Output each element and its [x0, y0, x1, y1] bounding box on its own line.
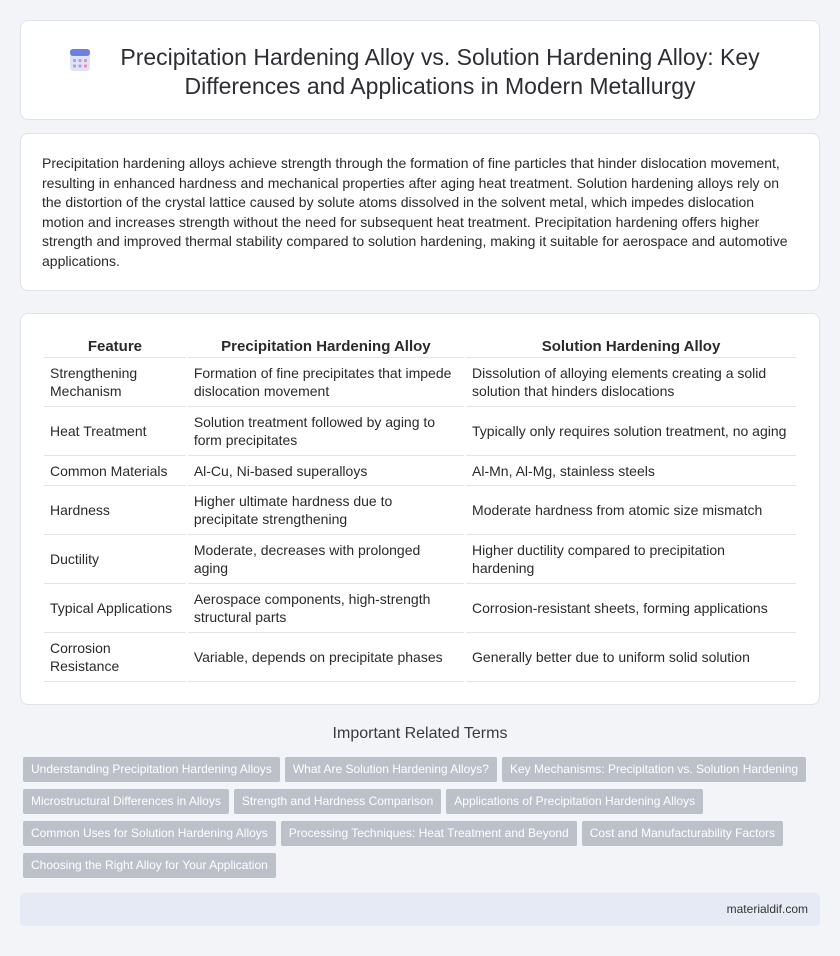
- row-solution: Corrosion-resistant sheets, forming applications: [466, 584, 796, 633]
- row-feature: Corrosion Resistance: [44, 633, 186, 682]
- row-solution: Higher ductility compared to precipitation hardening: [466, 535, 796, 584]
- related-terms-title: Important Related Terms: [332, 725, 508, 742]
- row-precipitation: Solution treatment followed by aging to form precipitates: [188, 407, 464, 456]
- related-term-tag[interactable]: Applications of Precipitation Hardening Alloys: [446, 789, 703, 814]
- row-feature: Strengthening Mechanism: [44, 358, 186, 407]
- row-feature: Common Materials: [44, 456, 186, 486]
- related-term-tag[interactable]: Key Mechanisms: Precipitation vs. Solution Hardening: [502, 757, 806, 782]
- title-card: [20, 20, 820, 120]
- related-term-tag[interactable]: What Are Solution Hardening Alloys?: [285, 757, 497, 782]
- row-precipitation: Aerospace components, high-strength structural parts: [188, 584, 464, 633]
- comparison-card: [20, 313, 820, 705]
- table-row: [44, 407, 796, 456]
- row-solution: Moderate hardness from atomic size mismatch: [466, 486, 796, 535]
- table-row: [44, 535, 796, 584]
- related-terms-list: [23, 757, 823, 885]
- related-term-tag[interactable]: Cost and Manufacturability Factors: [582, 821, 783, 846]
- table-header-row: [44, 334, 796, 358]
- header-feature: Feature: [44, 334, 186, 358]
- related-term-tag[interactable]: Common Uses for Solution Hardening Alloys: [23, 821, 276, 846]
- footer-site-link[interactable]: materialdif.com: [726, 902, 808, 916]
- related-term-tag[interactable]: Processing Techniques: Heat Treatment and Beyond: [281, 821, 577, 846]
- header-solution: Solution Hardening Alloy: [466, 334, 796, 358]
- row-solution: Typically only requires solution treatment, no aging: [466, 407, 796, 456]
- related-term-tag[interactable]: Microstructural Differences in Alloys: [23, 789, 229, 814]
- table-row: [44, 486, 796, 535]
- intro-paragraph: Precipitation hardening alloys achieve strength through the formation of fine particles that hinder dislocation movement, resulting in enhanced hardness and mechanical properties after aging heat treatment. Solution hardening alloys rely on the distortion of the crystal lattice caused by solute atoms dissolved in the solvent metal, which impedes dislocation motion and increases strength without the need for subsequent heat treatment. Precipitation hardening offers higher strength and improved thermal stability compared to solution hardening, making it suitable for aerospace and automotive applications.: [42, 155, 788, 269]
- row-solution: Generally better due to uniform solid solution: [466, 633, 796, 682]
- row-feature: Heat Treatment: [44, 407, 186, 456]
- row-precipitation: Formation of fine precipitates that impede dislocation movement: [188, 358, 464, 407]
- row-feature: Ductility: [44, 535, 186, 584]
- related-term-tag[interactable]: Understanding Precipitation Hardening Alloys: [23, 757, 280, 782]
- row-precipitation: Variable, depends on precipitate phases: [188, 633, 464, 682]
- row-feature: Hardness: [44, 486, 186, 535]
- comparison-table: [42, 334, 798, 682]
- page-title: Precipitation Hardening Alloy vs. Solution Hardening Alloy: Key Differences and Applications in Modern Metallurgy: [120, 44, 760, 99]
- table-row: [44, 456, 796, 486]
- row-precipitation: Al-Cu, Ni-based superalloys: [188, 456, 464, 486]
- row-feature: Typical Applications: [44, 584, 186, 633]
- table-row: [44, 358, 796, 407]
- row-precipitation: Higher ultimate hardness due to precipitate strengthening: [188, 486, 464, 535]
- footer: [20, 893, 820, 926]
- row-solution: Al-Mn, Al-Mg, stainless steels: [466, 456, 796, 486]
- related-term-tag[interactable]: Strength and Hardness Comparison: [234, 789, 441, 814]
- table-row: [44, 584, 796, 633]
- related-term-tag[interactable]: Choosing the Right Alloy for Your Application: [23, 853, 276, 878]
- table-row: [44, 633, 796, 682]
- header-precipitation: Precipitation Hardening Alloy: [188, 334, 464, 358]
- intro-card: [20, 133, 820, 291]
- row-solution: Dissolution of alloying elements creating a solid solution that hinders dislocations: [466, 358, 796, 407]
- row-precipitation: Moderate, decreases with prolonged aging: [188, 535, 464, 584]
